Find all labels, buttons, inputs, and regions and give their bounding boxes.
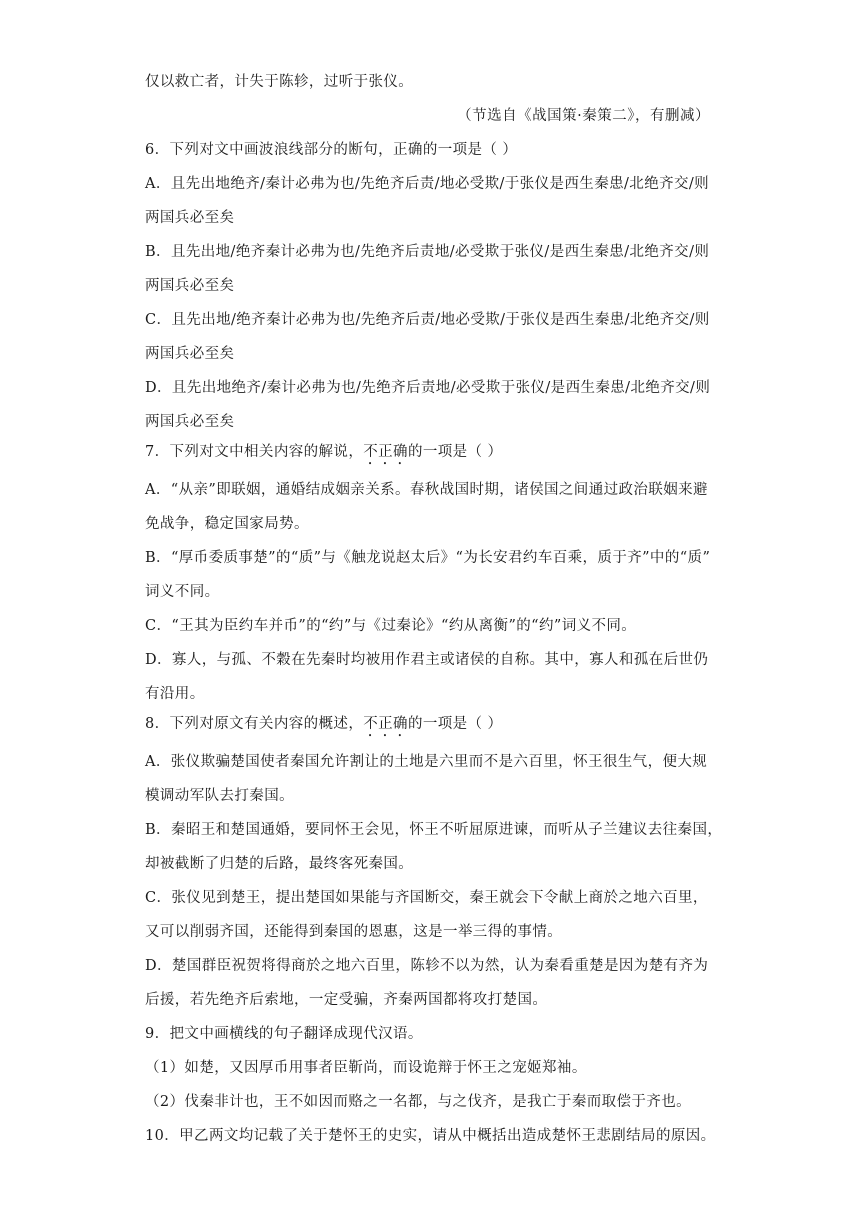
q7-stem-post: 的一项是（ ） <box>407 444 503 460</box>
q6-option-d-line1: D．且先出地绝齐/秦计必弗为也/先绝齐后责地/必受欺于张仪/是西生秦患/北绝齐交/则 <box>145 380 711 396</box>
q8-stem <box>145 714 502 740</box>
q8-option-a-line2: 模调动军队去打秦国。 <box>145 788 294 804</box>
q7-stem <box>145 442 502 468</box>
q8-stem-emphasis: 不正确 <box>363 716 408 732</box>
q8-option-c-line1: C．张仪见到楚王，提出楚国如果能与齐国断交，秦王就会下令献上商於之地六百里， <box>145 890 708 906</box>
q7-option-a-line2: 免战争，稳定国家局势。 <box>145 516 309 532</box>
q8-option-d-line2: 后援，若先绝齐后索地，一定受骗，齐秦两国都将攻打楚国。 <box>145 992 548 1008</box>
q6-stem: 6．下列对文中画波浪线部分的断句，正确的一项是（ ） <box>145 142 518 158</box>
q9-stem: 9．把文中画横线的句子翻译成现代汉语。 <box>145 1026 423 1042</box>
passage-tail-line: 仅以救亡者，计失于陈轸，过听于张仪。 <box>145 74 414 90</box>
q6-option-d-line2: 两国兵必至矣 <box>145 414 235 430</box>
q8-stem-post: 的一项是（ ） <box>407 716 503 732</box>
q7-option-d-line2: 有沿用。 <box>145 686 205 702</box>
q8-option-c-line2: 又可以削弱齐国，还能得到秦国的恩惠，这是一举三得的事情。 <box>145 924 563 940</box>
q8-option-b-line2: 却被截断了归楚的后路，最终客死秦国。 <box>145 856 414 872</box>
q6-option-a-line2: 两国兵必至矣 <box>145 210 235 226</box>
q7-option-d-line1: D．寡人，与孤、不穀在先秦时均被用作君主或诸侯的自称。其中，寡人和孤在后世仍 <box>145 652 709 668</box>
q6-option-b-line2: 两国兵必至矣 <box>145 278 235 294</box>
q7-option-c-line1: C．“王其为臣约车并币”的“约”与《过秦论》“约从离衡”的“约”词义不同。 <box>145 618 637 634</box>
q6-option-b-line1: B．且先出地/绝齐秦计必弗为也/先绝齐后责地/必受欺于张仪/是西生秦患/北绝齐交/则 <box>145 244 710 260</box>
q7-stem-emphasis: 不正确 <box>363 444 408 460</box>
q7-option-b-line1: B．“厚币委质事楚”的“质”与《触龙说赵太后》“为长安君约车百乘，质于齐”中的“质” <box>145 550 711 566</box>
q10-stem: 10．甲乙两文均记载了关于楚怀王的史实，请从中概括出造成楚怀王悲剧结局的原因。 <box>145 1128 716 1144</box>
q9-sentence-1: （1）如楚，又因厚币用事者臣靳尚，而设诡辩于怀王之宠姬郑袖。 <box>145 1060 587 1076</box>
q8-stem-pre: 8．下列对原文有关内容的概述， <box>145 716 364 732</box>
q6-option-c-line2: 两国兵必至矣 <box>145 346 235 362</box>
q7-option-a-line1: A．“从亲”即联姻，通婚结成姻亲关系。春秋战国时期，诸侯国之间通过政治联姻来避 <box>145 482 708 498</box>
q9-sentence-2: （2）伐秦非计也，王不如因而赂之一名都，与之伐齐，是我亡于秦而取偿于齐也。 <box>145 1094 692 1110</box>
q8-option-d-line1: D．楚国群臣祝贺将得商於之地六百里，陈轸不以为然，认为秦看重楚是因为楚有齐为 <box>145 958 709 974</box>
q8-option-a-line1: A．张仪欺骗楚国使者秦国允许割让的土地是六里而不是六百里，怀王很生气，便大规 <box>145 754 708 770</box>
q6-option-c-line1: C．且先出地/绝齐秦计必弗为也/先绝齐后责/地必受欺/于张仪是西生秦患/北绝齐交/则 <box>145 312 710 328</box>
q7-option-b-line2: 词义不同。 <box>145 584 220 600</box>
q8-option-b-line1: B．秦昭王和楚国通婚，要同怀王会见，怀王不听屈原进谏，而听从子兰建议去往秦国， <box>145 822 723 838</box>
source-note: （节选自《战国策·秦策二》，有删减） <box>457 108 710 124</box>
q6-option-a-line1: A．且先出地绝齐/秦计必弗为也/先绝齐后责/地必受欺/于张仪是西生秦患/北绝齐交/则 <box>145 176 710 192</box>
q7-stem-pre: 7．下列对文中相关内容的解说， <box>145 444 364 460</box>
